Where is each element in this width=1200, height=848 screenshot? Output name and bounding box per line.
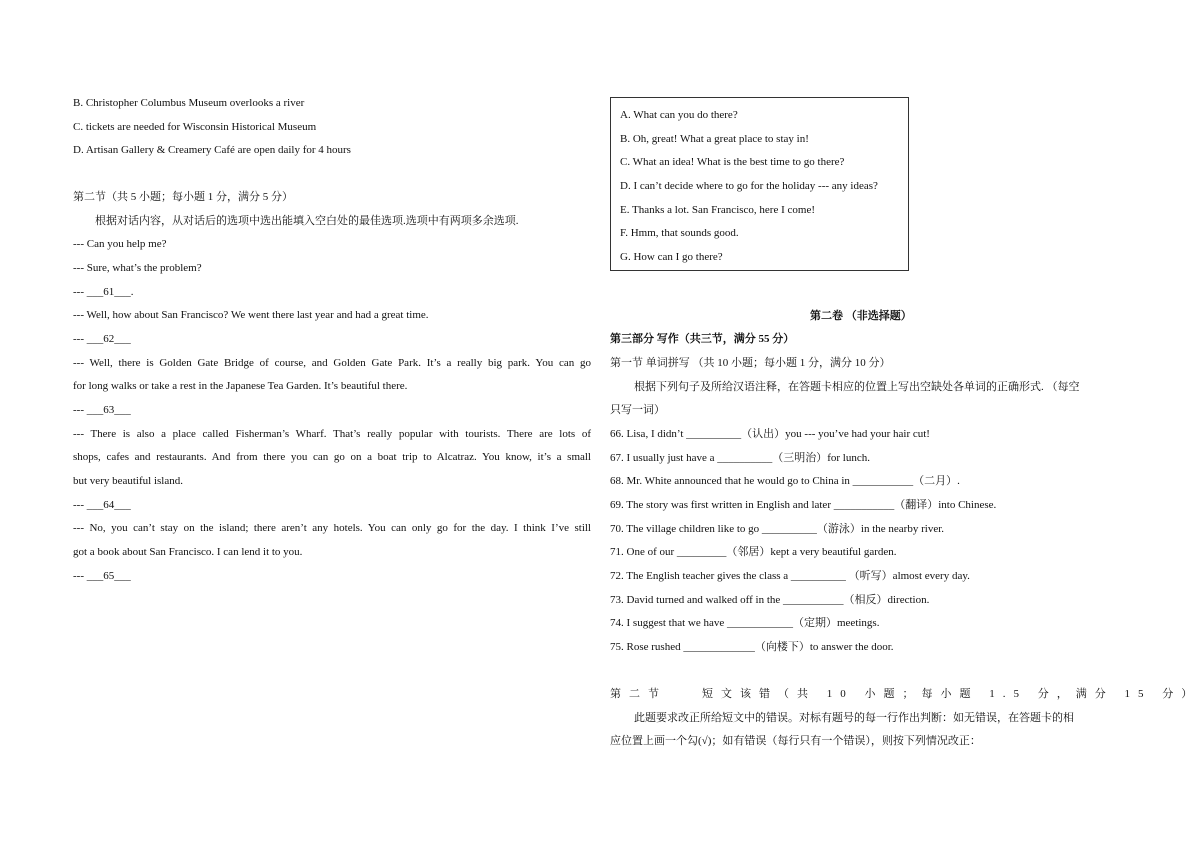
box-option-e: E. Thanks a lot. San Francisco, here I come! [620, 204, 815, 216]
option-b: B. Christopher Columbus Museum overlooks a river [73, 97, 305, 109]
section1-instruction-cont: 只写一词） [610, 404, 665, 416]
section2-writing-heading-b: 短文该错（共 10 小题；每小题 1.5 分，满分 15 分） [702, 688, 1200, 700]
section2-writing-instruction-cont: 应位置上画一个勾(√)；如有错误（每行只有一个错误），则按下列情况改正： [610, 735, 981, 747]
dialogue-blank-63: --- ___63___ [73, 404, 131, 416]
dialogue-line: --- There is also a place called Fisherman’s Wharf. That’s really popular with tourists. There are lots of [73, 428, 591, 440]
dialogue-blank-61: --- ___61___. [73, 286, 134, 298]
dialogue-blank-62: --- ___62___ [73, 333, 131, 345]
dialogue-line: for long walks or take a rest in the Japanese Tea Garden. It’s beautiful there. [73, 380, 408, 392]
dialogue-line: shops, cafes and restaurants. And from there you can go on a boat trip to Alcatraz. You know, it’s a small [73, 451, 591, 463]
dialogue-line: --- Well, how about San Francisco? We went there last year and had a great time. [73, 309, 429, 321]
part2-title: 第二卷 （非选择题） [810, 310, 912, 322]
box-option-c: C. What an idea! What is the best time to go there? [620, 156, 845, 168]
spelling-item-75: 75. Rose rushed _____________（向楼下）to answer the door. [610, 641, 894, 653]
section2-instruction: 根据对话内容，从对话后的选项中选出能填入空白处的最佳选项.选项中有两项多余选项. [95, 215, 519, 227]
section1-heading: 第一节 单词拼写 （共 10 小题；每小题 1 分，满分 10 分） [610, 357, 891, 369]
option-d: D. Artisan Gallery & Creamery Café are open daily for 4 hours [73, 144, 351, 156]
options-box [610, 97, 909, 271]
option-c: C. tickets are needed for Wisconsin Historical Museum [73, 121, 317, 133]
spelling-item-70: 70. The village children like to go __________（游泳）in the nearby river. [610, 523, 945, 535]
dialogue-line: --- Sure, what’s the problem? [73, 262, 202, 274]
spelling-item-72: 72. The English teacher gives the class a __________ （听写）almost every day. [610, 570, 970, 582]
dialogue-line: got a book about San Francisco. I can lend it to you. [73, 546, 303, 558]
spelling-item-69: 69. The story was first written in English and later ___________（翻译）into Chinese. [610, 499, 997, 511]
box-option-d: D. I can’t decide where to go for the holiday --- any ideas? [620, 180, 878, 192]
spelling-item-73: 73. David turned and walked off in the ___________（相反）direction. [610, 594, 930, 606]
spelling-item-67: 67. I usually just have a __________（三明治）for lunch. [610, 452, 870, 464]
section2-writing-instruction: 此题要求改正所给短文中的错误。对标有题号的每一行作出判断：如无错误，在答题卡的相 [634, 712, 1074, 724]
spelling-item-66: 66. Lisa, I didn’t __________（认出）you --- you’ve had your hair cut! [610, 428, 930, 440]
dialogue-line: but very beautiful island. [73, 475, 183, 487]
box-option-g: G. How can I go there? [620, 251, 723, 263]
box-option-b: B. Oh, great! What a great place to stay in! [620, 133, 809, 145]
dialogue-line: --- No, you can’t stay on the island; there aren’t any hotels. You can only go for the day. I think I’ve still [73, 522, 591, 534]
part3-heading: 第三部分 写作（共三节，满分 55 分） [610, 333, 795, 345]
dialogue-line: --- Can you help me? [73, 238, 167, 250]
spelling-item-71: 71. One of our _________（邻居）kept a very beautiful garden. [610, 546, 897, 558]
dialogue-line: --- Well, there is Golden Gate Bridge of course, and Golden Gate Park. It’s a really big park. You can go [73, 357, 591, 369]
section2-writing-heading-a: 第二节 [610, 688, 667, 700]
section1-instruction: 根据下列句子及所给汉语注释，在答题卡相应的位置上写出空缺处各单词的正确形式. （每空 [634, 381, 1080, 393]
dialogue-blank-65: --- ___65___ [73, 570, 131, 582]
dialogue-blank-64: --- ___64___ [73, 499, 131, 511]
section2-heading: 第二节（共 5 小题；每小题 1 分，满分 5 分） [73, 191, 293, 203]
box-option-a: A. What can you do there? [620, 109, 738, 121]
spelling-item-74: 74. I suggest that we have ____________（定期）meetings. [610, 617, 880, 629]
spelling-item-68: 68. Mr. White announced that he would go to China in ___________（二月）. [610, 475, 960, 487]
box-option-f: F. Hmm, that sounds good. [620, 227, 739, 239]
